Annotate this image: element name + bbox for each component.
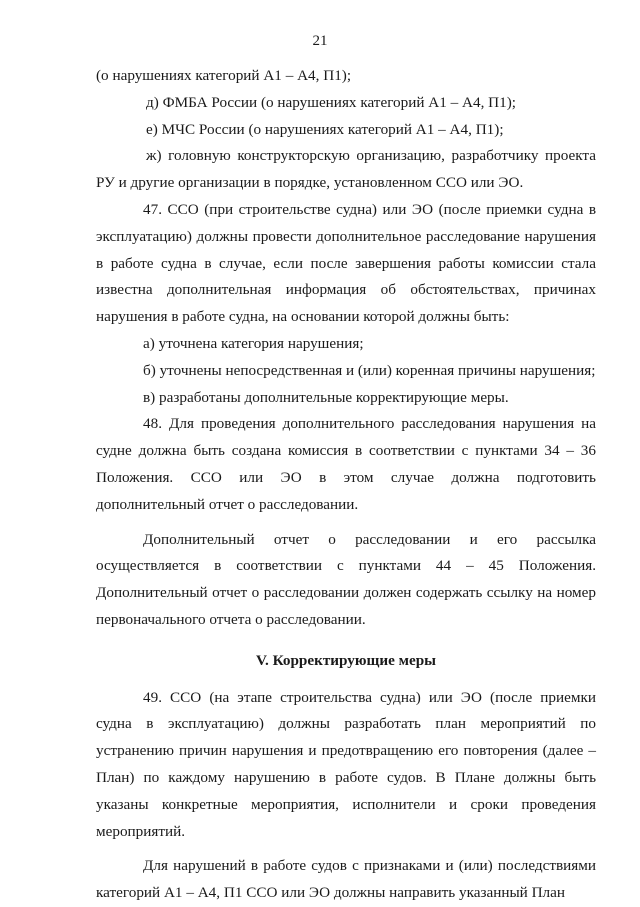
section-heading: V. Корректирующие меры [256, 651, 436, 669]
clause-48: 48. Для проведения дополнительного расследования нарушения на судне должна быть создана комиссия в соответствии с пунктами 34 – 36 Положения. ССО или ЭО в этом случае должна подготовить дополнительный отчет о расследовании. [96, 415, 596, 513]
clause-47: 47. ССО (при строительстве судна) или ЭО (после приемки судна в эксплуатацию) должны провести дополнительное расследование нарушения в работе судна в случае, если после завершения работы комиссии стала известна дополнительная информация об обстоятельствах, причинах нарушения в работе судна, на основании которой должны быть: [96, 200, 596, 326]
list-item-a: а) уточнена категория нарушения; [143, 334, 364, 352]
list-item-d: д) ФМБА России (о нарушениях категорий А1 – А4, П1); [146, 93, 517, 111]
page-number: 21 [312, 33, 328, 49]
list-item-b: б) уточнены непосредственная и (или) коренная причины нарушения; [143, 361, 596, 379]
list-item-zh: ж) головную конструкторскую организацию, разработчику проекта РУ и другие организации в порядке, установленном ССО или ЭО. [96, 147, 596, 192]
additional-report-paragraph: Дополнительный отчет о расследовании и его рассылка осуществляется в соответствии с пунктами 44 – 45 Положения. Дополнительный отчет о расследовании должен содержать ссылку на номер первоначального отчета о расследовании. [96, 530, 596, 628]
category-plan-paragraph: Для нарушений в работе судов с признаками и (или) последствиями категорий А1 – А4, П1 ССО или ЭО должны направить указанный План [96, 857, 596, 902]
clause-49: 49. ССО (на этапе строительства судна) или ЭО (после приемки судна в эксплуатацию) должны разработать план мероприятий по устранению причин нарушения и предотвращению его повторения (далее – План) по каждому нарушению в работе судов. В Плане должны быть указаны конкретные мероприятия, исполнители и сроки проведения мероприятий. [96, 688, 596, 840]
paragraph-continuation: (о нарушениях категорий А1 – А4, П1); [96, 67, 352, 84]
document-body [96, 63, 596, 907]
list-item-v: в) разработаны дополнительные корректирующие меры. [143, 388, 509, 406]
list-item-e: е) МЧС России (о нарушениях категорий А1 – А4, П1); [146, 120, 504, 138]
